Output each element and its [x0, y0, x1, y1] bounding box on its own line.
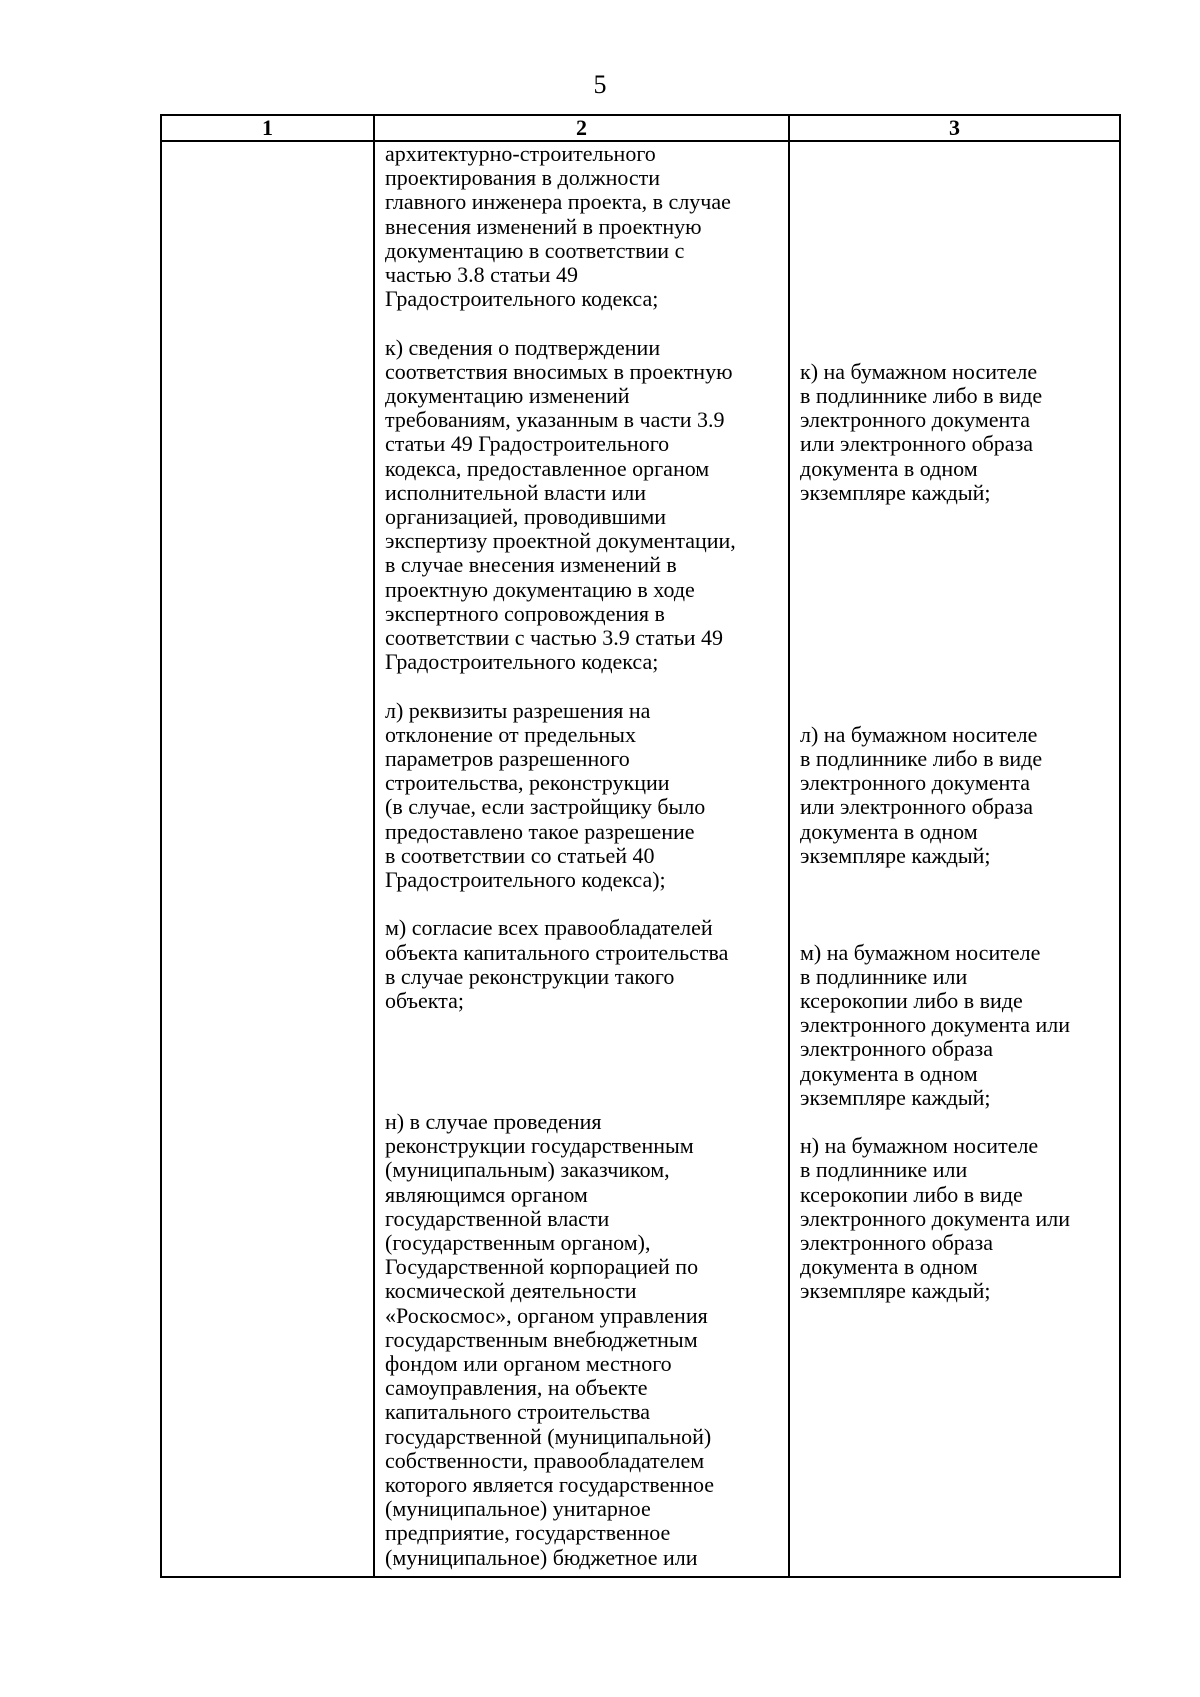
column-3-cell	[789, 141, 1120, 1577]
table-row	[161, 141, 1120, 1577]
column-header-2: 2	[374, 115, 789, 141]
col2-item-m: м) согласие всех правообладателей объекта капитального строительства в случае реконструкции такого объекта;	[385, 915, 729, 1014]
document-table	[160, 114, 1121, 1578]
col2-item-k: к) сведения о подтверждении соответствия вносимых в проектную документацию изменений требованиям, указанным в части 3.9 статьи 49 Градостроительного кодекса, предоставленное органом исполнительной власти или организацией, проводившими экспертизу проектной документации, в случае внесения изменений в проектную документацию в ходе экспертного сопровождения в соответствии с частью 3.9 статьи 49 Градостроительного кодекса;	[385, 334, 736, 675]
col3-item-l: л) на бумажном носителе в подлиннике либо в виде электронного документа или электронного образа документа в одном экземпляре каждый;	[800, 721, 1043, 868]
page-number: 5	[593, 70, 607, 99]
col3-item-k: к) на бумажном носителе в подлиннике либо в виде электронного документа или электронного образа документа в одном экземпляре каждый;	[800, 358, 1043, 505]
column-header-1: 1	[161, 115, 374, 141]
column-1-cell	[161, 141, 374, 1577]
col3-item-n: н) на бумажном носителе в подлиннике или ксерокопии либо в виде электронного документа или электронного образа документа в одном экземпляре каждый;	[800, 1133, 1071, 1304]
col2-item-n: н) в случае проведения реконструкции государственным (муниципальным) заказчиком, являющимся органом государственной власти (государственным органом), Государственной корпорацией по космической деятельности «Роскосмос», органом управления государственным внебюджетным фондом или органом местного самоуправления, на объекте капитального строительства государственной (муниципальной) собственности, правообладателем которого является государственное (муниципальное) унитарное предприятие, государственное (муниципальное) бюджетное или	[385, 1109, 714, 1570]
col3-item-m: м) на бумажном носителе в подлиннике или ксерокопии либо в виде электронного документа или электронного образа документа в одном экземпляре каждый;	[800, 939, 1071, 1110]
col2-item-l: л) реквизиты разрешения на отклонение от предельных параметров разрешенного строительства, реконструкции (в случае, если застройщику было предоставлено такое разрешение в соответствии со статьей 40 Градостроительного кодекса);	[385, 697, 706, 893]
column-2-cell	[374, 141, 789, 1577]
table-header-row	[161, 115, 1120, 141]
column-header-3: 3	[789, 115, 1120, 141]
col2-continuation-text: архитектурно-строительного проектирования в должности главного инженера проекта, в случае внесения изменений в проектную документацию в соответствии с частью 3.8 статьи 49 Градостроительного кодекса;	[385, 141, 731, 312]
